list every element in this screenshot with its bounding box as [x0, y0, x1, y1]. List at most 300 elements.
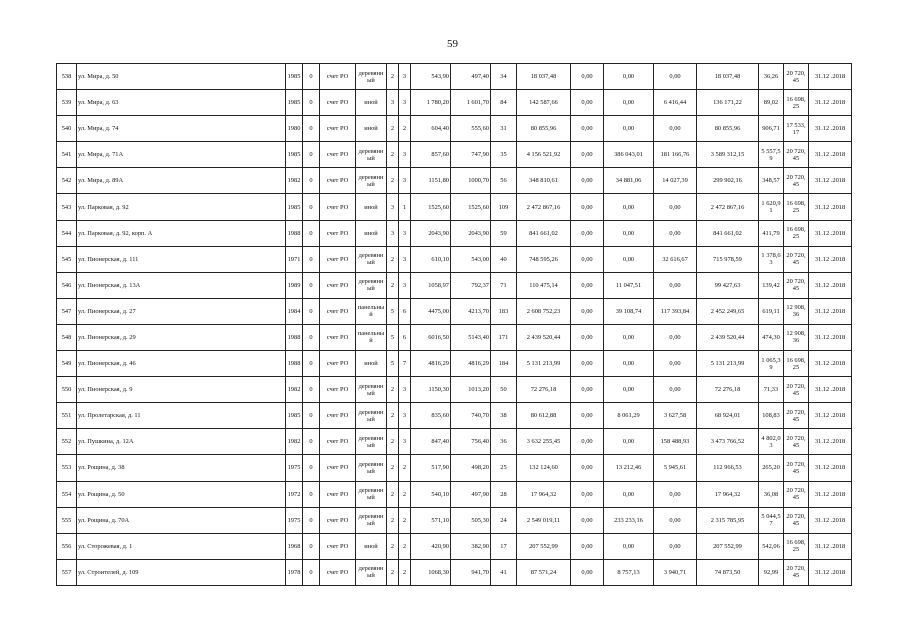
- cell-account-type: счет РО: [320, 507, 356, 533]
- cell-entrances: 1: [399, 194, 411, 220]
- cell-residents: 109: [491, 194, 517, 220]
- cell-entrances: 3: [399, 64, 411, 90]
- cell-unit-cost: 89,02: [759, 90, 784, 116]
- cell-source-2: 0,00: [604, 246, 654, 272]
- cell-wall-material: иной: [356, 90, 387, 116]
- cell-row-number: 538: [57, 64, 77, 90]
- cell-completion-date: 31.12 .2018: [809, 90, 852, 116]
- cell-wall-material: иной: [356, 533, 387, 559]
- cell-floors: 2: [387, 559, 399, 585]
- cell-row-number: 557: [57, 559, 77, 585]
- cell-limit-cost: 20 720,45: [784, 481, 809, 507]
- cell-wall-material: деревянный: [356, 481, 387, 507]
- cell-total-cost: 2 472 867,16: [517, 194, 571, 220]
- cell-total-area: 571,10: [411, 507, 451, 533]
- cell-limit-cost: 20 720,45: [784, 507, 809, 533]
- cell-completion-date: 31.12 .2018: [809, 272, 852, 298]
- cell-build-year: 1972: [286, 481, 303, 507]
- cell-account-type: счет РО: [320, 324, 356, 350]
- cell-living-area: 5143,40: [451, 324, 491, 350]
- cell-completion-date: 31.12 .2018: [809, 377, 852, 403]
- cell-zero-value: 0: [303, 559, 320, 585]
- cell-source-2: 13 212,46: [604, 455, 654, 481]
- cell-zero-value: 0: [303, 298, 320, 324]
- cell-wall-material: иной: [356, 351, 387, 377]
- table-row: [57, 194, 852, 220]
- cell-source-3: 14 027,39: [654, 168, 697, 194]
- cell-source-1: 0,00: [571, 481, 604, 507]
- cell-address: ул. Пионерская, д. 29: [77, 324, 286, 350]
- cell-total-cost: 132 124,60: [517, 455, 571, 481]
- cell-source-4: 2 452 249,65: [697, 298, 759, 324]
- cell-build-year: 1989: [286, 272, 303, 298]
- cell-residents: 84: [491, 90, 517, 116]
- cell-limit-cost: 17 533,17: [784, 116, 809, 142]
- cell-total-cost: 5 131 213,99: [517, 351, 571, 377]
- cell-limit-cost: 16 698,25: [784, 90, 809, 116]
- cell-wall-material: деревянный: [356, 377, 387, 403]
- cell-residents: 28: [491, 481, 517, 507]
- cell-residents: 38: [491, 403, 517, 429]
- cell-entrances: 3: [399, 142, 411, 168]
- cell-row-number: 542: [57, 168, 77, 194]
- cell-wall-material: деревянный: [356, 142, 387, 168]
- cell-address: ул. Мира, д. 50: [77, 64, 286, 90]
- cell-zero-value: 0: [303, 220, 320, 246]
- cell-address: ул. Пионерская, д. 9: [77, 377, 286, 403]
- cell-source-4: 3 589 312,15: [697, 142, 759, 168]
- cell-address: ул. Пионерская, д. 27: [77, 298, 286, 324]
- cell-source-3: 0,00: [654, 507, 697, 533]
- cell-address: ул. Пролетарская, д. 11: [77, 403, 286, 429]
- cell-completion-date: 31.12 .2018: [809, 298, 852, 324]
- cell-source-3: 0,00: [654, 377, 697, 403]
- cell-row-number: 545: [57, 246, 77, 272]
- cell-completion-date: 31.12 .2018: [809, 455, 852, 481]
- cell-total-area: 4816,29: [411, 351, 451, 377]
- cell-residents: 50: [491, 377, 517, 403]
- cell-source-3: 0,00: [654, 272, 697, 298]
- cell-build-year: 1982: [286, 377, 303, 403]
- cell-limit-cost: 20 720,45: [784, 559, 809, 585]
- cell-living-area: 2043,90: [451, 220, 491, 246]
- cell-unit-cost: 348,57: [759, 168, 784, 194]
- cell-row-number: 541: [57, 142, 77, 168]
- cell-account-type: счет РО: [320, 246, 356, 272]
- cell-living-area: 555,60: [451, 116, 491, 142]
- cell-limit-cost: 20 720,45: [784, 246, 809, 272]
- cell-wall-material: деревянный: [356, 246, 387, 272]
- cell-unit-cost: 906,71: [759, 116, 784, 142]
- cell-unit-cost: 619,11: [759, 298, 784, 324]
- cell-source-3: 0,00: [654, 220, 697, 246]
- cell-wall-material: деревянный: [356, 507, 387, 533]
- cell-source-3: 0,00: [654, 116, 697, 142]
- cell-residents: 59: [491, 220, 517, 246]
- cell-residents: 17: [491, 533, 517, 559]
- cell-source-1: 0,00: [571, 194, 604, 220]
- cell-build-year: 1985: [286, 90, 303, 116]
- cell-source-4: 74 873,50: [697, 559, 759, 585]
- cell-source-1: 0,00: [571, 429, 604, 455]
- cell-living-area: 4213,70: [451, 298, 491, 324]
- cell-account-type: счет РО: [320, 298, 356, 324]
- cell-total-area: 540,10: [411, 481, 451, 507]
- cell-total-cost: 142 587,66: [517, 90, 571, 116]
- cell-source-1: 0,00: [571, 246, 604, 272]
- cell-account-type: счет РО: [320, 116, 356, 142]
- cell-build-year: 1982: [286, 168, 303, 194]
- cell-living-area: 498,20: [451, 455, 491, 481]
- cell-entrances: 3: [399, 377, 411, 403]
- cell-zero-value: 0: [303, 429, 320, 455]
- cell-completion-date: 31.12 .2018: [809, 116, 852, 142]
- cell-zero-value: 0: [303, 403, 320, 429]
- cell-source-3: 0,00: [654, 481, 697, 507]
- cell-row-number: 551: [57, 403, 77, 429]
- cell-total-cost: 748 595,26: [517, 246, 571, 272]
- cell-source-4: 299 902,16: [697, 168, 759, 194]
- cell-unit-cost: 92,99: [759, 559, 784, 585]
- cell-total-area: 1 780,20: [411, 90, 451, 116]
- cell-total-area: 847,40: [411, 429, 451, 455]
- cell-total-area: 1151,80: [411, 168, 451, 194]
- cell-row-number: 550: [57, 377, 77, 403]
- cell-living-area: 1525,60: [451, 194, 491, 220]
- cell-address: ул. Мира, д. 71А: [77, 142, 286, 168]
- cell-zero-value: 0: [303, 455, 320, 481]
- cell-row-number: 552: [57, 429, 77, 455]
- cell-completion-date: 31.12 .2018: [809, 429, 852, 455]
- cell-living-area: 382,90: [451, 533, 491, 559]
- table-row: [57, 559, 852, 585]
- cell-limit-cost: 20 720,45: [784, 142, 809, 168]
- cell-floors: 5: [387, 298, 399, 324]
- cell-total-cost: 2 439 520,44: [517, 324, 571, 350]
- table-row: [57, 351, 852, 377]
- table-row: [57, 220, 852, 246]
- cell-living-area: 505,30: [451, 507, 491, 533]
- cell-build-year: 1978: [286, 559, 303, 585]
- cell-account-type: счет РО: [320, 220, 356, 246]
- cell-zero-value: 0: [303, 507, 320, 533]
- cell-residents: 31: [491, 116, 517, 142]
- cell-living-area: 497,40: [451, 64, 491, 90]
- cell-residents: 36: [491, 429, 517, 455]
- cell-zero-value: 0: [303, 377, 320, 403]
- cell-entrances: 2: [399, 481, 411, 507]
- cell-entrances: 7: [399, 351, 411, 377]
- cell-limit-cost: 20 720,45: [784, 168, 809, 194]
- cell-floors: 2: [387, 481, 399, 507]
- cell-completion-date: 31.12 .2018: [809, 559, 852, 585]
- cell-living-area: 941,70: [451, 559, 491, 585]
- cell-total-cost: 207 552,99: [517, 533, 571, 559]
- cell-address: ул. Пионерская, д. 46: [77, 351, 286, 377]
- cell-source-2: 0,00: [604, 351, 654, 377]
- cell-limit-cost: 16 698,25: [784, 533, 809, 559]
- cell-unit-cost: 542,06: [759, 533, 784, 559]
- cell-entrances: 2: [399, 533, 411, 559]
- cell-residents: 35: [491, 142, 517, 168]
- cell-floors: 2: [387, 64, 399, 90]
- cell-total-area: 1525,60: [411, 194, 451, 220]
- cell-build-year: 1975: [286, 507, 303, 533]
- cell-living-area: 4816,29: [451, 351, 491, 377]
- cell-entrances: 2: [399, 116, 411, 142]
- cell-zero-value: 0: [303, 533, 320, 559]
- cell-unit-cost: 1 378,63: [759, 246, 784, 272]
- cell-account-type: счет РО: [320, 455, 356, 481]
- cell-row-number: 540: [57, 116, 77, 142]
- cell-residents: 41: [491, 559, 517, 585]
- cell-source-2: 11 047,51: [604, 272, 654, 298]
- cell-source-3: 0,00: [654, 324, 697, 350]
- cell-address: ул. Рощина, д. 70А: [77, 507, 286, 533]
- cell-floors: 3: [387, 194, 399, 220]
- cell-entrances: 3: [399, 220, 411, 246]
- cell-limit-cost: 16 698,25: [784, 220, 809, 246]
- cell-row-number: 539: [57, 90, 77, 116]
- cell-address: ул. Парковая, д. 92, корп. А: [77, 220, 286, 246]
- cell-completion-date: 31.12 .2018: [809, 533, 852, 559]
- cell-account-type: счет РО: [320, 533, 356, 559]
- cell-source-3: 3 940,71: [654, 559, 697, 585]
- cell-source-4: 17 964,32: [697, 481, 759, 507]
- cell-zero-value: 0: [303, 194, 320, 220]
- cell-row-number: 547: [57, 298, 77, 324]
- cell-build-year: 1985: [286, 142, 303, 168]
- cell-source-4: 207 552,99: [697, 533, 759, 559]
- cell-build-year: 1980: [286, 116, 303, 142]
- cell-limit-cost: 20 720,45: [784, 403, 809, 429]
- cell-wall-material: деревянный: [356, 64, 387, 90]
- cell-account-type: счет РО: [320, 90, 356, 116]
- cell-floors: 2: [387, 116, 399, 142]
- cell-unit-cost: 108,83: [759, 403, 784, 429]
- cell-floors: 2: [387, 377, 399, 403]
- cell-zero-value: 0: [303, 272, 320, 298]
- cell-living-area: 756,40: [451, 429, 491, 455]
- cell-limit-cost: 20 720,45: [784, 272, 809, 298]
- cell-floors: 3: [387, 220, 399, 246]
- cell-account-type: счет РО: [320, 272, 356, 298]
- cell-entrances: 3: [399, 168, 411, 194]
- cell-floors: 2: [387, 455, 399, 481]
- cell-address: ул. Сторожевая, д. 1: [77, 533, 286, 559]
- cell-source-2: 0,00: [604, 429, 654, 455]
- cell-total-area: 857,60: [411, 142, 451, 168]
- cell-zero-value: 0: [303, 351, 320, 377]
- cell-limit-cost: 20 720,45: [784, 429, 809, 455]
- cell-account-type: счет РО: [320, 194, 356, 220]
- cell-completion-date: 31.12 .2018: [809, 481, 852, 507]
- cell-row-number: 554: [57, 481, 77, 507]
- cell-account-type: счет РО: [320, 168, 356, 194]
- cell-unit-cost: 474,30: [759, 324, 784, 350]
- cell-total-area: 4475,00: [411, 298, 451, 324]
- cell-unit-cost: 71,33: [759, 377, 784, 403]
- cell-unit-cost: 36,26: [759, 64, 784, 90]
- cell-source-4: 136 171,22: [697, 90, 759, 116]
- cell-address: ул. Пионерская, д. 111: [77, 246, 286, 272]
- cell-total-cost: 18 037,48: [517, 64, 571, 90]
- cell-floors: 5: [387, 351, 399, 377]
- cell-account-type: счет РО: [320, 481, 356, 507]
- cell-wall-material: деревянный: [356, 168, 387, 194]
- cell-source-3: 3 627,58: [654, 403, 697, 429]
- cell-source-3: 0,00: [654, 351, 697, 377]
- cell-residents: 71: [491, 272, 517, 298]
- cell-limit-cost: 12 908,36: [784, 324, 809, 350]
- cell-total-cost: 110 475,14: [517, 272, 571, 298]
- cell-source-4: 3 473 766,52: [697, 429, 759, 455]
- table-row: [57, 90, 852, 116]
- cell-source-1: 0,00: [571, 507, 604, 533]
- table-row: [57, 403, 852, 429]
- cell-entrances: 2: [399, 455, 411, 481]
- cell-unit-cost: 411,79: [759, 220, 784, 246]
- cell-source-1: 0,00: [571, 377, 604, 403]
- cell-floors: 2: [387, 429, 399, 455]
- table-row: [57, 142, 852, 168]
- cell-total-cost: 72 276,18: [517, 377, 571, 403]
- cell-account-type: счет РО: [320, 351, 356, 377]
- cell-residents: 40: [491, 246, 517, 272]
- cell-source-2: 386 043,01: [604, 142, 654, 168]
- cell-entrances: 3: [399, 429, 411, 455]
- cell-source-4: 68 924,01: [697, 403, 759, 429]
- cell-source-1: 0,00: [571, 559, 604, 585]
- cell-residents: 56: [491, 168, 517, 194]
- cell-row-number: 544: [57, 220, 77, 246]
- cell-source-1: 0,00: [571, 116, 604, 142]
- table-row: [57, 481, 852, 507]
- cell-source-4: 2 439 520,44: [697, 324, 759, 350]
- cell-account-type: счет РО: [320, 403, 356, 429]
- cell-zero-value: 0: [303, 246, 320, 272]
- cell-completion-date: 31.12 .2018: [809, 507, 852, 533]
- cell-address: ул. Рощина, д. 50: [77, 481, 286, 507]
- cell-source-1: 0,00: [571, 533, 604, 559]
- cell-row-number: 556: [57, 533, 77, 559]
- cell-total-area: 1068,30: [411, 559, 451, 585]
- cell-address: ул. Пушкина, д. 12А: [77, 429, 286, 455]
- cell-unit-cost: 1 620,91: [759, 194, 784, 220]
- cell-source-1: 0,00: [571, 455, 604, 481]
- cell-zero-value: 0: [303, 116, 320, 142]
- cell-build-year: 1968: [286, 533, 303, 559]
- cell-address: ул. Пионерская, д. 13А: [77, 272, 286, 298]
- cell-source-1: 0,00: [571, 351, 604, 377]
- cell-source-3: 181 166,76: [654, 142, 697, 168]
- cell-entrances: 2: [399, 559, 411, 585]
- cell-zero-value: 0: [303, 324, 320, 350]
- cell-completion-date: 31.12 .2018: [809, 194, 852, 220]
- cell-total-cost: 4 156 521,92: [517, 142, 571, 168]
- cell-floors: 2: [387, 272, 399, 298]
- cell-source-2: 8 757,13: [604, 559, 654, 585]
- cell-source-3: 32 616,67: [654, 246, 697, 272]
- cell-unit-cost: 36,08: [759, 481, 784, 507]
- cell-source-2: 0,00: [604, 377, 654, 403]
- cell-total-area: 610,10: [411, 246, 451, 272]
- cell-wall-material: деревянный: [356, 429, 387, 455]
- cell-address: ул. Мира, д. 74: [77, 116, 286, 142]
- cell-account-type: счет РО: [320, 142, 356, 168]
- cell-total-area: 1150,30: [411, 377, 451, 403]
- cell-zero-value: 0: [303, 168, 320, 194]
- cell-completion-date: 31.12 .2018: [809, 142, 852, 168]
- cell-wall-material: деревянный: [356, 455, 387, 481]
- page-number: 59: [447, 38, 458, 50]
- cell-wall-material: панельный: [356, 324, 387, 350]
- cell-total-cost: 2 549 019,11: [517, 507, 571, 533]
- cell-wall-material: иной: [356, 220, 387, 246]
- cell-account-type: счет РО: [320, 559, 356, 585]
- cell-total-area: 1058,97: [411, 272, 451, 298]
- table-body: [57, 64, 852, 586]
- cell-address: ул. Мира, д. 89А: [77, 168, 286, 194]
- cell-source-1: 0,00: [571, 168, 604, 194]
- cell-floors: 5: [387, 324, 399, 350]
- cell-residents: 183: [491, 298, 517, 324]
- cell-source-2: 0,00: [604, 116, 654, 142]
- cell-wall-material: деревянный: [356, 559, 387, 585]
- cell-source-4: 2 315 785,95: [697, 507, 759, 533]
- cell-source-2: 0,00: [604, 194, 654, 220]
- cell-unit-cost: 139,42: [759, 272, 784, 298]
- cell-source-3: 5 945,61: [654, 455, 697, 481]
- cell-row-number: 555: [57, 507, 77, 533]
- cell-total-cost: 348 810,61: [517, 168, 571, 194]
- cell-total-cost: 80 855,96: [517, 116, 571, 142]
- cell-total-cost: 17 964,32: [517, 481, 571, 507]
- cell-total-cost: 841 661,02: [517, 220, 571, 246]
- cell-row-number: 549: [57, 351, 77, 377]
- cell-completion-date: 31.12 .2018: [809, 246, 852, 272]
- cell-build-year: 1988: [286, 351, 303, 377]
- cell-floors: 2: [387, 142, 399, 168]
- cell-source-1: 0,00: [571, 64, 604, 90]
- cell-total-area: 604,40: [411, 116, 451, 142]
- cell-limit-cost: 20 720,45: [784, 455, 809, 481]
- cell-completion-date: 31.12 .2018: [809, 351, 852, 377]
- cell-source-4: 715 978,59: [697, 246, 759, 272]
- cell-row-number: 543: [57, 194, 77, 220]
- cell-floors: 2: [387, 403, 399, 429]
- cell-source-4: 112 966,53: [697, 455, 759, 481]
- cell-total-area: 835,60: [411, 403, 451, 429]
- cell-source-2: 39 108,74: [604, 298, 654, 324]
- cell-zero-value: 0: [303, 142, 320, 168]
- cell-address: ул. Мира, д. 63: [77, 90, 286, 116]
- cell-completion-date: 31.12 .2018: [809, 64, 852, 90]
- cell-row-number: 553: [57, 455, 77, 481]
- cell-account-type: счет РО: [320, 377, 356, 403]
- cell-build-year: 1982: [286, 429, 303, 455]
- table-row: [57, 429, 852, 455]
- cell-build-year: 1988: [286, 324, 303, 350]
- cell-source-2: 0,00: [604, 324, 654, 350]
- cell-wall-material: иной: [356, 194, 387, 220]
- cell-source-4: 72 276,18: [697, 377, 759, 403]
- cell-source-3: 0,00: [654, 194, 697, 220]
- table-row: [57, 324, 852, 350]
- cell-source-1: 0,00: [571, 298, 604, 324]
- cell-total-area: 6016,50: [411, 324, 451, 350]
- cell-completion-date: 31.12 .2018: [809, 403, 852, 429]
